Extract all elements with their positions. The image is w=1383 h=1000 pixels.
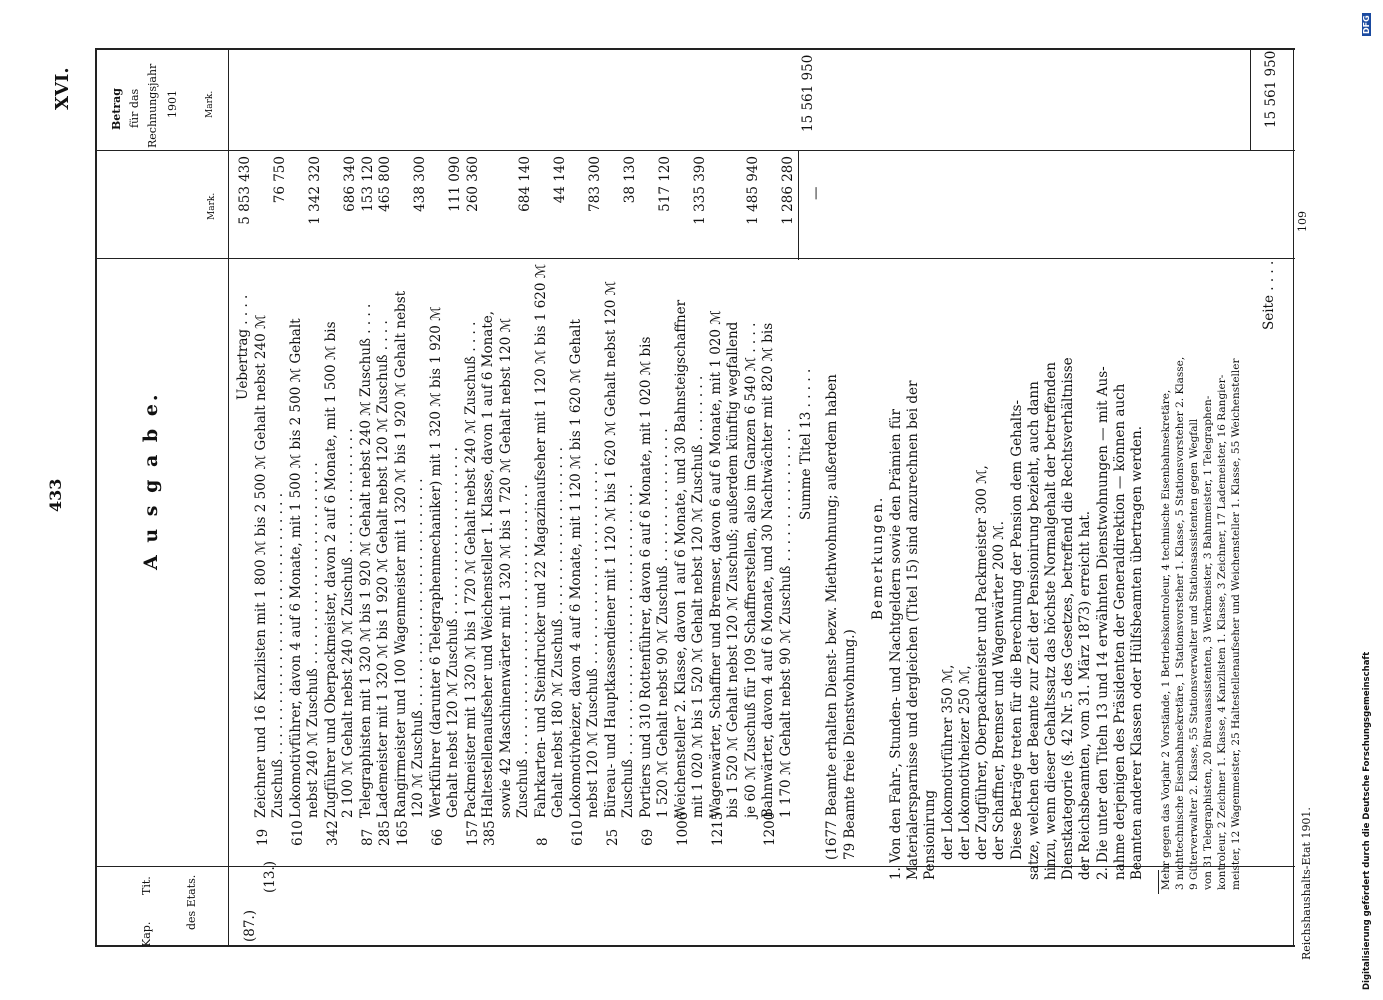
bemerkung-line: der Schaffner, Bremser und Wagenwärter 200 ℳ. bbox=[991, 521, 1007, 860]
row-amount: 438 300 bbox=[412, 156, 428, 212]
row-text: 1 170 ℳ Gehalt nebst 90 ℳ Zuschuß . . . . . . . . . . . . . . . . bbox=[777, 428, 794, 818]
row-text: Werkführer (darunter 6 Telegraphenmechaniker) mit 1 320 ℳ bis 1 920 ℳ bbox=[427, 306, 444, 818]
betrag-header: Betrag bbox=[110, 88, 123, 130]
header-divider bbox=[228, 48, 229, 947]
row-text: Lokomotivführer, davon 4 auf 6 Monate, mit 1 500 ℳ bis 2 500 ℳ Gehalt bbox=[287, 318, 304, 818]
row-text: nebst 240 ℳ Zuschuß . . . . . . . . . . . . . . . . . . . . . . . . bbox=[305, 462, 321, 818]
row-text: Bahnwärter, davon 4 auf 6 Monate, und 30 Nachtwächter mit 820 ℳ bis bbox=[760, 322, 776, 818]
row-amount: 260 360 bbox=[464, 156, 481, 212]
row-text: Wagenwärter, Schaffner und Bremser, davon 6 auf 6 Monate, mit 1 020 ℳ bbox=[707, 310, 724, 818]
row-count: 66 bbox=[429, 828, 446, 846]
row-text: Gehalt nebst 120 ℳ Zuschuß . . . . . . . . . . . . . . . . . . . . bbox=[445, 447, 461, 818]
row-count: 285 bbox=[377, 820, 393, 846]
bemerkung-line: satze, welchen der Beamte zur Zeit der Pensionirung bezieht, auch dann bbox=[1026, 381, 1042, 880]
row-text: 2 100 ℳ Gehalt nebst 240 ℳ Zuschuß . . . . . . . . . . . . . . . bbox=[340, 428, 356, 818]
row-count: 610 bbox=[289, 820, 306, 846]
mehr-line: Mehr gegen das Vorjahr 2 Vorstände, 1 Betriebskontroleur, 4 technische Eisenbahnsekretäre, bbox=[1160, 389, 1172, 890]
tit-header: Tit. bbox=[140, 876, 153, 895]
year-header: 1901 bbox=[166, 90, 179, 118]
row-amount: 1 485 940 bbox=[744, 156, 761, 225]
bemerkung-line: der Lokomotivführer 350 ℳ, bbox=[940, 664, 956, 860]
heading: A u s g a b e. bbox=[140, 391, 162, 570]
row-amount: 76 750 bbox=[272, 156, 288, 204]
mehr-line: 9 Güterverwalter 2. Klasse, 55 Stationsverwalter und Stationsassistenten gegen Wegfall bbox=[1188, 418, 1200, 890]
row-amount: 783 300 bbox=[587, 156, 603, 212]
mehr-line: kontroleur, 2 Zeichner 1. Klasse, 4 Kanzlisten 1. Klasse, 3 Zeichner, 17 Lademeister, 16 Rangier- bbox=[1216, 374, 1228, 890]
row-count: 87 bbox=[359, 828, 376, 846]
row-text: Fahrkarten- und Steindrucker und 22 Magazinaufseher mit 1 120 ℳ bis 1 620 ℳ bbox=[532, 263, 549, 818]
bemerkung-line: der Zugführer, Oberpackmeister und Packmeister 300 ℳ, bbox=[974, 465, 990, 860]
page-bottom-line bbox=[1293, 48, 1294, 947]
row-count: 1215 bbox=[709, 811, 726, 846]
row-text: Zuschuß . . . . . . . . . . . . . . . . . . . . . . . . . . . . . . . bbox=[270, 492, 286, 818]
bemerkung-line: nahme derjenigen des Präsidenten der Generaldirektion — können auch bbox=[1112, 383, 1128, 880]
summe-total: 15 561 950 bbox=[800, 54, 816, 132]
row-text: Telegraphisten mit 1 320 ℳ bis 1 920 ℳ Gehalt nebst 240 ℳ Zuschuß . . . . bbox=[357, 303, 374, 818]
fuer-das-header: für das bbox=[128, 88, 141, 128]
row-text: Portiers und 310 Rottenführer, davon 6 auf 6 Monate, mit 1 020 ℳ bis bbox=[637, 336, 654, 818]
tit-value: (13.) bbox=[262, 860, 278, 893]
row-text: Gehalt nebst 180 ℳ Zuschuß . . . . . . . . . . . . . . . . . . . . bbox=[550, 447, 566, 818]
row-amount: 1 286 280 bbox=[779, 156, 796, 225]
row-text: Büreau- und Hauptkassendiener mit 1 120 ℳ bis 1 620 ℳ Gehalt nebst 120 ℳ bbox=[602, 280, 619, 818]
source-label: Reichshaushalts-Etat 1901. bbox=[1300, 807, 1313, 960]
rechnungsjahr-header: Rechnungsjahr bbox=[146, 63, 159, 148]
row-text: Lademeister mit 1 320 ℳ bis 1 920 ℳ Gehalt nebst 120 ℳ Zuschuß . . . . bbox=[375, 320, 391, 818]
row-count: 1006 bbox=[674, 811, 691, 846]
mark-mid-header: Mark. bbox=[207, 192, 217, 220]
des-etats-header: des Etats. bbox=[185, 874, 198, 930]
bemerkung-line: Materialersparnisse und dergleichen (Titel 15) sind anzurechnen bei der bbox=[905, 380, 921, 880]
row-count: 165 bbox=[394, 820, 411, 846]
row-text: Weichensteller 2. Klasse, davon 1 auf 6 Monate, und 30 Bahnsteigschaffner bbox=[672, 299, 689, 818]
frame-bottom bbox=[95, 945, 1295, 947]
bemerkung-line: der Lokomotivheizer 250 ℳ, bbox=[957, 665, 973, 860]
row-amount: 686 340 bbox=[342, 156, 358, 212]
mehr-line: von 31 Telegraphisten, 20 Büreauassistenten, 3 Werkmeister, 3 Bahnmeister, 1 Telegraphen- bbox=[1202, 395, 1214, 890]
row-amount: 153 120 bbox=[359, 156, 376, 212]
bemerkung-line: 1. Von den Fahr-, Stunden- und Nachtgeldern sowie den Prämien für bbox=[888, 409, 904, 880]
row-amount: 5 853 430 bbox=[237, 156, 253, 225]
row-count: 8 bbox=[534, 837, 551, 846]
bemerkung-line: Pensionirung bbox=[922, 789, 938, 880]
betrag-divider bbox=[95, 150, 1295, 151]
row-text: Zuschuß . . . . . . . . . . . . . . . . . . . . . . . . . . . . . . . . bbox=[515, 484, 531, 818]
seite-label: Seite . . . . bbox=[1261, 260, 1277, 330]
mehr-box-left bbox=[1158, 870, 1159, 894]
row-count: 1200 bbox=[762, 811, 778, 846]
row-text: Uebertrag . . . . bbox=[235, 294, 251, 400]
kap-header: Kap. bbox=[140, 921, 153, 947]
bemerkung-line: 2. Die unter den Titeln 13 und 14 erwähnten Dienstwohnungen — mit Aus- bbox=[1095, 366, 1111, 880]
mark-right-header: Mark. bbox=[205, 90, 215, 118]
row-text: Zugführer und Oberpackmeister, davon 2 auf 6 Monate, mit 1 500 ℳ bis bbox=[322, 321, 339, 818]
row-text: mit 1 020 ℳ bis 1 520 ℳ Gehalt nebst 120 ℳ Zuschuß . . . . . . . . bbox=[690, 375, 706, 818]
row-text: 1 520 ℳ Gehalt nebst 90 ℳ Zuschuß . . . . . . . . . . . . . . . . bbox=[655, 428, 671, 818]
row-amount: 465 800 bbox=[377, 156, 393, 212]
beamte-note-1: (1677 Beamte erhalten Dienst- bezw. Miethwohnung; außerdem haben bbox=[824, 374, 840, 860]
bemerkung-line: der Reichsbeamten, vom 31. März 1873) erreicht hat. bbox=[1077, 510, 1093, 880]
bemerkung-line: hinzu, wenn dieser Gehaltssatz das höchste Normalgehalt der betreffenden bbox=[1043, 362, 1059, 880]
footer-page-number: 109 bbox=[1296, 211, 1309, 232]
summe-line bbox=[798, 150, 799, 260]
row-text: je 60 ℳ Zuschuß für 109 Schaffnerstellen, also im Ganzen 6 540 ℳ . . . . bbox=[742, 322, 759, 818]
row-text: Rangirmeister und 100 Wagenmeister mit 1 320 ℳ bis 1 920 ℳ Gehalt nebst bbox=[392, 290, 409, 818]
row-text: Zuschuß . . . . . . . . . . . . . . . . . . . . . . . . . . . . . . . . bbox=[620, 484, 636, 818]
row-text: Zeichner und 16 Kanzlisten mit 1 800 ℳ bis 2 500 ℳ Gehalt nebst 240 ℳ bbox=[252, 314, 269, 818]
row-count: 25 bbox=[604, 828, 621, 846]
row-text: 120 ℳ Zuschuß . . . . . . . . . . . . . . . . . . . . . . . . . . . bbox=[410, 478, 426, 818]
row-count: 19 bbox=[254, 828, 271, 846]
summe-label: Summe Titel 13 . . . . . bbox=[798, 368, 814, 520]
row-amount: 44 140 bbox=[552, 156, 568, 204]
row-amount: 517 120 bbox=[657, 156, 673, 212]
seite-line bbox=[1250, 50, 1251, 150]
row-count: 610 bbox=[569, 820, 586, 846]
mehr-line: meister, 12 Wagenmeister, 25 Haltestellenaufseher und Weichensteller 1. Klasse, 55 Weichensteller bbox=[1230, 358, 1242, 890]
bemerkungen-title: Bemerkungen. bbox=[870, 495, 886, 620]
frame-left bbox=[95, 48, 97, 947]
dfg-logo: DFG bbox=[1362, 15, 1371, 34]
section-numeral: XVI. bbox=[52, 67, 73, 110]
row-amount: 1 335 390 bbox=[692, 156, 708, 225]
bemerkung-line: Beamten anderer Klassen oder Hülfsbeamten übertragen werden. bbox=[1129, 425, 1145, 880]
mehr-line: 3 nichttechnische Eisenbahnsekretäre, 1 Stationsvorsteher 1. Klasse, 5 Stationsvorsteher 2. Klasse, bbox=[1174, 356, 1186, 890]
row-text: Lokomotivheizer, davon 4 auf 6 Monate, mit 1 120 ℳ bis 1 620 ℳ Gehalt bbox=[567, 319, 584, 818]
row-text: Haltestellenaufseher und Weichensteller 1. Klasse, davon 1 auf 6 Monate, bbox=[480, 310, 496, 818]
bemerkung-line: Diese Beträge treten für die Berechnung der Pension dem Gehalts- bbox=[1009, 399, 1025, 860]
bemerkung-line: Dienstkategorie (§. 42 Nr. 5 des Gesetzes, betreffend die Rechtsverhältnisse bbox=[1060, 357, 1076, 880]
digitization-note: Digitalisierung gefördert durch die Deutsche Forschungsgemeinschaft bbox=[1362, 651, 1372, 990]
row-text: bis 1 520 ℳ Gehalt nebst 120 ℳ Zuschuß; außerdem künftig wegfallend bbox=[725, 321, 741, 818]
row-count: 385 bbox=[482, 820, 498, 846]
page-number: 433 bbox=[46, 478, 65, 512]
beamte-note-2: 79 Beamte freie Dienstwohnung.) bbox=[842, 629, 858, 860]
row-count: 342 bbox=[324, 820, 341, 846]
row-amount: 1 342 320 bbox=[307, 156, 323, 225]
row-text: nebst 120 ℳ Zuschuß . . . . . . . . . . . . . . . . . . . . . . . . bbox=[585, 462, 601, 818]
summe-dash: — bbox=[808, 186, 824, 200]
row-text: Packmeister mit 1 320 ℳ bis 1 720 ℳ Gehalt nebst 240 ℳ Zuschuß . . . . bbox=[462, 321, 479, 818]
row-amount: 38 130 bbox=[622, 156, 638, 204]
mark-mid-divider bbox=[95, 258, 1295, 259]
row-text: sowie 42 Maschinenwärter mit 1 320 ℳ bis 1 720 ℳ Gehalt nebst 120 ℳ bbox=[497, 317, 514, 818]
kap-value: (87.) bbox=[242, 909, 258, 942]
row-count: 157 bbox=[464, 820, 481, 846]
row-amount: 111 090 bbox=[447, 156, 463, 212]
row-count: 69 bbox=[639, 828, 656, 846]
frame-top bbox=[95, 48, 1295, 50]
seite-total: 15 561 950 bbox=[1263, 50, 1279, 128]
row-amount: 684 140 bbox=[517, 156, 533, 212]
